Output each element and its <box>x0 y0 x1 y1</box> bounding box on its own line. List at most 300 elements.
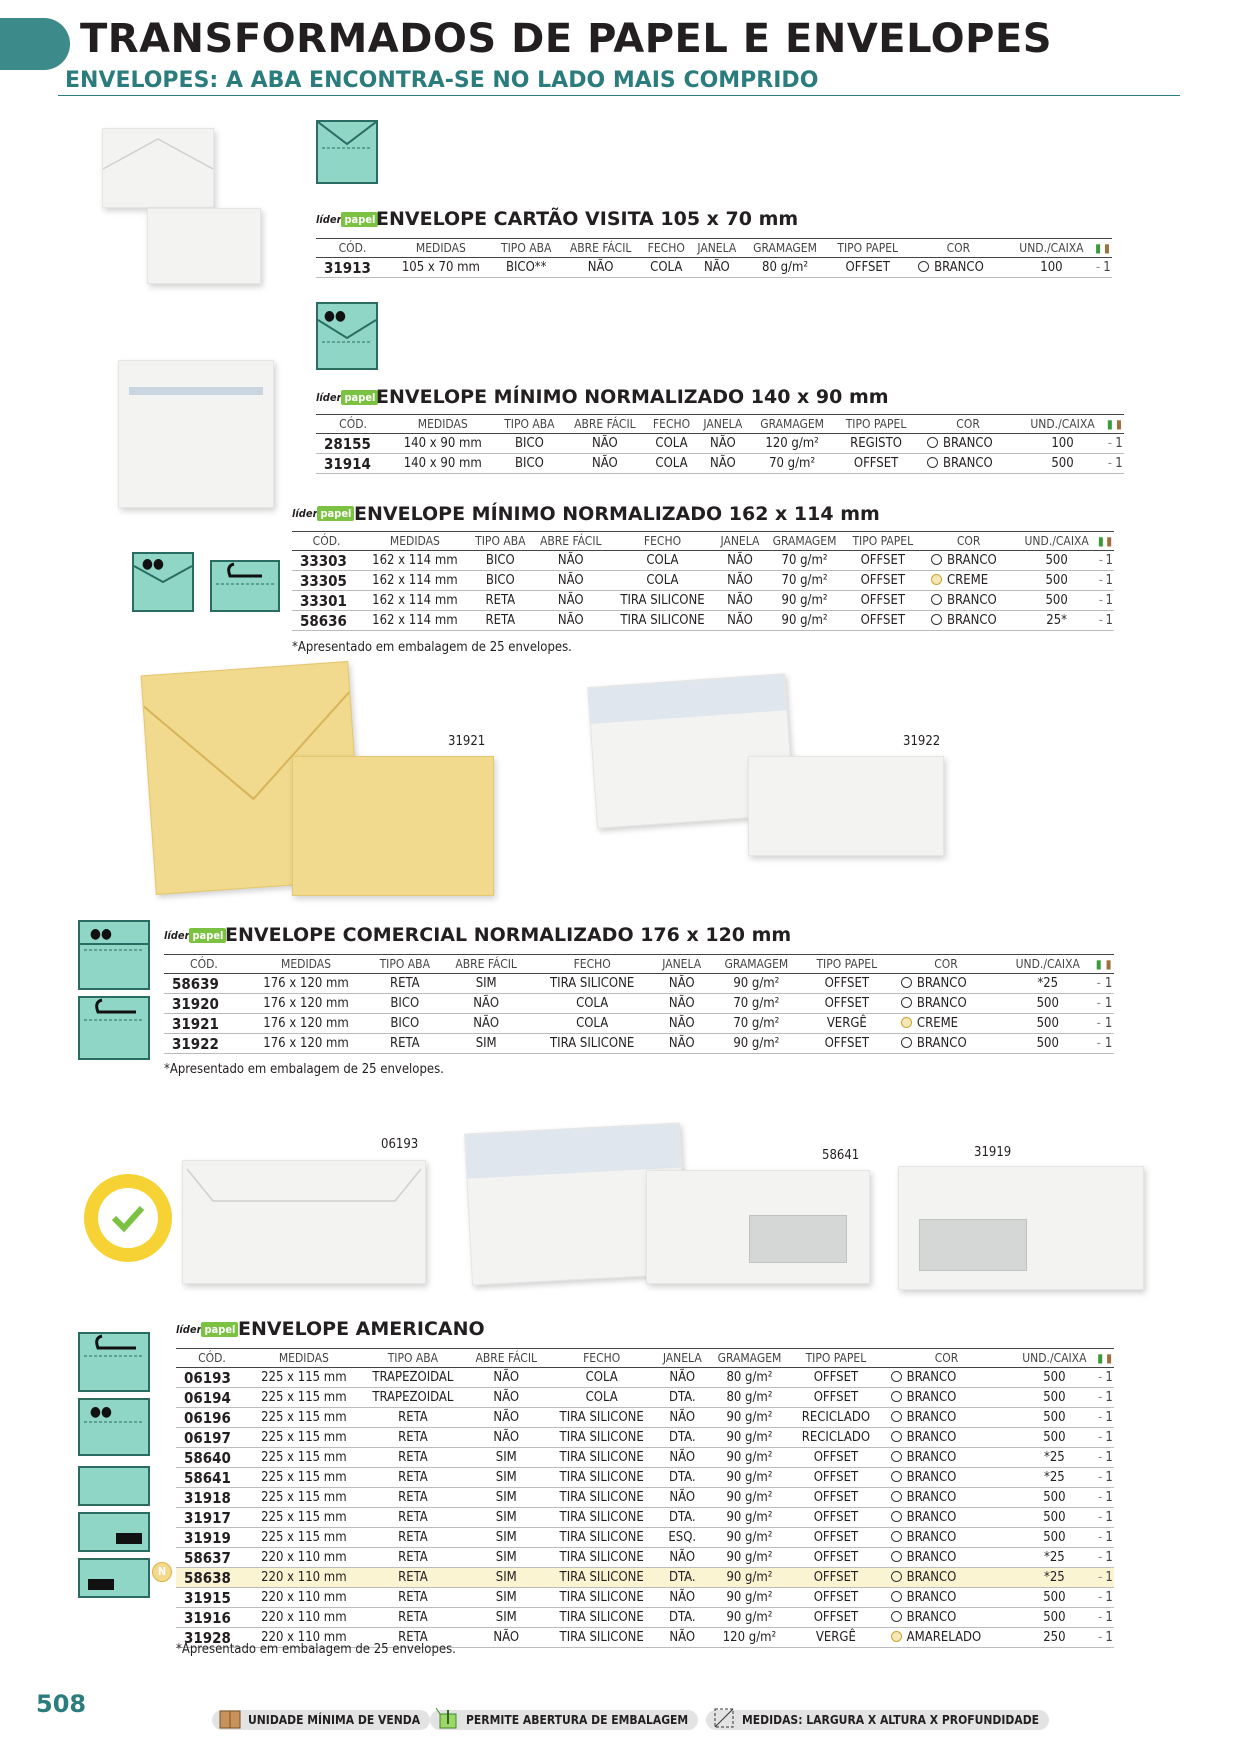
color-swatch-icon <box>891 1411 902 1422</box>
cell-code: 58636 <box>292 611 361 631</box>
cell-measures: 220 x 110 mm <box>248 1588 360 1608</box>
table-row <box>292 611 1114 631</box>
cell-color: BRANCO <box>917 434 1019 454</box>
col-close: FECHO <box>609 532 715 551</box>
cell-qty: 500 <box>1019 454 1106 474</box>
table-row <box>292 571 1114 591</box>
cell-color: BRANCO <box>917 454 1019 474</box>
table-row <box>164 1014 1114 1034</box>
legend-min-sale-unit: UNIDADE MÍNIMA DE VENDA <box>212 1710 430 1730</box>
col-paper: TIPO PAPEL <box>845 532 921 551</box>
cell-flap: RETA <box>360 1568 466 1588</box>
cell-closure: COLA <box>609 571 715 591</box>
cell-code: 31920 <box>164 994 244 1014</box>
cell-color: BRANCO <box>891 974 1001 994</box>
cell-easy-open: NÃO <box>563 454 646 474</box>
table-row <box>176 1388 1114 1408</box>
cell-flap: BICO <box>495 454 563 474</box>
envelope-v-flap-icon <box>316 120 378 184</box>
cell-qty: 500 <box>1012 1368 1096 1388</box>
cell-code: 58640 <box>176 1448 248 1468</box>
col-measures: MEDIDAS <box>389 239 493 258</box>
svg-text:●●: ●● <box>324 308 346 324</box>
cell-paper-type: VERGÊ <box>803 1014 891 1034</box>
col-close: FECHO <box>547 1349 657 1368</box>
cell-paper-type: OFFSET <box>791 1448 880 1468</box>
cell-min-unit: 1 <box>1104 1408 1114 1428</box>
product-photo-label: 58641 <box>822 1148 860 1163</box>
cell-dash: - <box>1094 994 1103 1014</box>
cell-dash: - <box>1106 434 1114 454</box>
cell-dash: - <box>1094 1014 1103 1034</box>
cell-window: NÃO <box>657 1448 708 1468</box>
cell-weight: 70 g/m² <box>764 571 844 591</box>
cell-color: BRANCO <box>908 258 1009 278</box>
col-flap: TIPO ABA <box>469 532 532 551</box>
cell-window: NÃO <box>697 454 750 474</box>
cell-dash: - <box>1096 1408 1104 1428</box>
col-paper: TIPO PAPEL <box>835 415 917 434</box>
col-window: JANELA <box>653 955 710 974</box>
col-easy: ABRE FÁCIL <box>532 532 609 551</box>
col-weight: GRAMAGEM <box>749 415 835 434</box>
cell-easy-open: NÃO <box>532 571 609 591</box>
cell-dash: - <box>1096 1628 1104 1648</box>
cell-qty: *25 <box>1012 1468 1096 1488</box>
cell-code: 33305 <box>292 571 361 591</box>
cell-dash: - <box>1097 571 1104 591</box>
envelope-wet-seal-icon <box>78 920 150 990</box>
table-row <box>292 591 1114 611</box>
cell-closure: COLA <box>531 994 653 1014</box>
envelope-silicone-strip-icon <box>78 996 150 1060</box>
dimensions-icon <box>712 1706 736 1730</box>
cell-color: BRANCO <box>881 1588 1013 1608</box>
page-number: 508 <box>36 1690 87 1718</box>
color-swatch-icon <box>891 1371 902 1382</box>
cell-min-unit: 1 <box>1104 1608 1114 1628</box>
cell-code: 31918 <box>176 1488 248 1508</box>
envelope-photo <box>748 756 944 856</box>
open-pack-icon: ▮ <box>1106 415 1114 434</box>
cell-closure: TIRA SILICONE <box>609 591 715 611</box>
cell-window: NÃO <box>715 611 764 631</box>
envelope-wet-seal-icon <box>78 1398 150 1456</box>
cell-dash: - <box>1097 611 1104 631</box>
header-rule <box>58 95 1180 96</box>
cell-window: DTA. <box>657 1508 708 1528</box>
cell-window: NÃO <box>657 1628 708 1648</box>
cell-code: 06196 <box>176 1408 248 1428</box>
cell-easy-open: SIM <box>466 1468 547 1488</box>
cell-paper-type: OFFSET <box>845 571 921 591</box>
cell-easy-open: NÃO <box>466 1388 547 1408</box>
cell-window: NÃO <box>653 974 710 994</box>
cell-flap: BICO <box>469 551 532 571</box>
cell-color: BRANCO <box>881 1568 1013 1588</box>
col-paper: TIPO PAPEL <box>791 1349 880 1368</box>
col-color: COR <box>917 415 1019 434</box>
cell-code: 31913 <box>316 258 389 278</box>
cell-min-unit: 1 <box>1104 1368 1114 1388</box>
cell-min-unit: 1 <box>1104 1468 1114 1488</box>
section-title: ENVELOPE COMERCIAL NORMALIZADO 176 x 120 mm <box>225 924 792 946</box>
cell-closure: COLA <box>609 551 715 571</box>
cell-measures: 162 x 114 mm <box>361 611 469 631</box>
color-swatch-icon <box>891 1391 902 1402</box>
cell-window: NÃO <box>697 434 750 454</box>
cell-measures: 220 x 110 mm <box>248 1608 360 1628</box>
cell-paper-type: OFFSET <box>803 994 891 1014</box>
footnote: *Apresentado em embalagem de 25 envelopes. <box>176 1642 456 1657</box>
table-row <box>176 1468 1114 1488</box>
cell-color: BRANCO <box>881 1428 1013 1448</box>
cell-flap: RETA <box>360 1428 466 1448</box>
cell-dash: - <box>1094 258 1102 278</box>
table-header <box>316 239 1112 258</box>
cell-code: 33303 <box>292 551 361 571</box>
cell-window: NÃO <box>657 1368 708 1388</box>
brand-logo: líder papel <box>164 928 226 943</box>
cell-window: NÃO <box>653 1034 710 1054</box>
cell-qty: 500 <box>1001 1034 1094 1054</box>
box-icon: ▮ <box>1105 532 1114 551</box>
col-code: CÓD. <box>292 532 361 551</box>
cell-weight: 80 g/m² <box>708 1388 791 1408</box>
col-flap: TIPO ABA <box>360 1349 466 1368</box>
cell-min-unit: 1 <box>1105 591 1114 611</box>
cell-window: NÃO <box>657 1588 708 1608</box>
cell-flap: RETA <box>360 1548 466 1568</box>
cell-qty: 500 <box>1012 1388 1096 1408</box>
cell-easy-open: NÃO <box>441 1014 531 1034</box>
cell-weight: 90 g/m² <box>708 1468 791 1488</box>
col-close: FECHO <box>531 955 653 974</box>
table-row <box>176 1548 1114 1568</box>
color-swatch-icon <box>891 1591 902 1602</box>
footnote: *Apresentado em embalagem de 25 envelopes. <box>292 640 572 655</box>
cell-paper-type: RECICLADO <box>791 1408 880 1428</box>
cell-measures: 225 x 115 mm <box>248 1468 360 1488</box>
box-icon: ▮ <box>1114 415 1124 434</box>
box-icon <box>218 1706 242 1730</box>
cell-color: BRANCO <box>881 1528 1013 1548</box>
col-measures: MEDIDAS <box>390 415 495 434</box>
cell-closure: COLA <box>642 258 691 278</box>
cell-paper-type: OFFSET <box>835 454 917 474</box>
cell-code: 06197 <box>176 1428 248 1448</box>
cell-weight: 90 g/m² <box>764 611 844 631</box>
cell-weight: 90 g/m² <box>710 1034 803 1054</box>
cell-dash: - <box>1096 1548 1104 1568</box>
cell-paper-type: RECICLADO <box>791 1428 880 1448</box>
cell-dash: - <box>1096 1488 1104 1508</box>
cell-min-unit: 1 <box>1105 611 1114 631</box>
cell-color: BRANCO <box>881 1548 1013 1568</box>
cell-flap: TRAPEZOIDAL <box>360 1388 466 1408</box>
product-photo-label: 06193 <box>381 1137 419 1152</box>
cell-window: NÃO <box>657 1408 708 1428</box>
cell-qty: *25 <box>1001 974 1094 994</box>
cell-flap: RETA <box>368 1034 441 1054</box>
cell-measures: 225 x 115 mm <box>248 1428 360 1448</box>
cell-measures: 176 x 120 mm <box>244 974 368 994</box>
cell-min-unit: 1 <box>1105 551 1114 571</box>
cell-min-unit: 1 <box>1103 994 1114 1014</box>
cell-dash: - <box>1097 551 1104 571</box>
cell-closure: TIRA SILICONE <box>547 1508 657 1528</box>
cell-weight: 90 g/m² <box>708 1528 791 1548</box>
cell-easy-open: NÃO <box>466 1428 547 1448</box>
cell-measures: 225 x 115 mm <box>248 1448 360 1468</box>
cell-min-unit: 1 <box>1102 258 1112 278</box>
col-window: JANELA <box>691 239 743 258</box>
cell-dash: - <box>1094 1034 1103 1054</box>
cell-color: BRANCO <box>881 1448 1013 1468</box>
cell-qty: 500 <box>1016 591 1097 611</box>
table-header <box>176 1349 1114 1368</box>
cell-min-unit: 1 <box>1103 1014 1114 1034</box>
envelope-left-window-icon <box>78 1558 150 1598</box>
cell-weight: 90 g/m² <box>708 1608 791 1628</box>
cell-flap: BICO <box>495 434 563 454</box>
cell-weight: 90 g/m² <box>708 1588 791 1608</box>
col-weight: GRAMAGEM <box>708 1349 791 1368</box>
cell-min-unit: 1 <box>1104 1528 1114 1548</box>
cell-easy-open: SIM <box>441 974 531 994</box>
col-window: JANELA <box>697 415 750 434</box>
cell-paper-type: VERGÊ <box>791 1628 880 1648</box>
cell-flap: RETA <box>360 1408 466 1428</box>
cell-qty: 25* <box>1016 611 1097 631</box>
cell-min-unit: 1 <box>1104 1448 1114 1468</box>
envelope-flap-icon <box>103 129 213 207</box>
legend-open-pack: PERMITE ABERTURA DE EMBALAGEM <box>430 1710 698 1730</box>
table-row <box>176 1508 1114 1528</box>
cell-closure: COLA <box>646 434 696 454</box>
color-swatch-icon <box>891 1451 902 1462</box>
envelope-wet-seal-icon <box>316 302 378 370</box>
box-icon: ▮ <box>1102 239 1112 258</box>
table-row <box>176 1428 1114 1448</box>
cell-paper-type: OFFSET <box>845 611 921 631</box>
col-qty: UND./CAIXA <box>1001 955 1094 974</box>
cell-qty: 500 <box>1012 1408 1096 1428</box>
box-icon: ▮ <box>1103 955 1114 974</box>
color-swatch-icon <box>891 1471 902 1482</box>
cell-measures: 225 x 115 mm <box>248 1368 360 1388</box>
cell-easy-open: NÃO <box>466 1628 547 1648</box>
cell-color: BRANCO <box>891 1034 1001 1054</box>
col-easy: ABRE FÁCIL <box>466 1349 547 1368</box>
color-swatch-icon <box>931 614 942 625</box>
open-pack-icon: ▮ <box>1097 532 1104 551</box>
cell-easy-open: SIM <box>466 1508 547 1528</box>
cell-color: BRANCO <box>881 1508 1013 1528</box>
cell-easy-open: NÃO <box>563 434 646 454</box>
cell-qty: 500 <box>1012 1608 1096 1628</box>
cell-weight: 80 g/m² <box>743 258 828 278</box>
brand-logo: líder papel <box>176 1322 238 1337</box>
cell-color: BRANCO <box>881 1468 1013 1488</box>
table-row <box>176 1528 1114 1548</box>
color-swatch-icon <box>891 1531 902 1542</box>
table-row <box>164 994 1114 1014</box>
cell-measures: 162 x 114 mm <box>361 571 469 591</box>
cell-measures: 225 x 115 mm <box>248 1488 360 1508</box>
cell-dash: - <box>1096 1508 1104 1528</box>
product-table <box>176 1348 1114 1648</box>
col-close: FECHO <box>646 415 696 434</box>
cell-min-unit: 1 <box>1104 1628 1114 1648</box>
cell-qty: *25 <box>1012 1568 1096 1588</box>
col-window: JANELA <box>657 1349 708 1368</box>
cell-dash: - <box>1096 1428 1104 1448</box>
col-qty: UND./CAIXA <box>1016 532 1097 551</box>
color-swatch-icon <box>901 1037 912 1048</box>
product-photo-label: 31919 <box>974 1145 1012 1160</box>
page-subtitle: ENVELOPES: A ABA ENCONTRA-SE NO LADO MAIS COMPRIDO <box>65 68 819 93</box>
cell-color: BRANCO <box>881 1488 1013 1508</box>
cell-paper-type: REGISTO <box>835 434 917 454</box>
cell-window: NÃO <box>691 258 743 278</box>
cell-min-unit: 1 <box>1103 1034 1114 1054</box>
cell-qty: 500 <box>1001 1014 1094 1034</box>
cell-closure: TIRA SILICONE <box>531 1034 653 1054</box>
cell-paper-type: OFFSET <box>791 1608 880 1628</box>
envelope-wet-seal-icon <box>132 552 194 612</box>
cell-color: BRANCO <box>881 1408 1013 1428</box>
table-row <box>316 434 1124 454</box>
cell-dash: - <box>1096 1568 1104 1588</box>
cell-weight: 90 g/m² <box>708 1488 791 1508</box>
cell-code: 31921 <box>164 1014 244 1034</box>
envelope-photo <box>118 360 274 508</box>
cell-color: BRANCO <box>881 1608 1013 1628</box>
cell-color: AMARELADO <box>881 1628 1013 1648</box>
table-row <box>176 1588 1114 1608</box>
cell-flap: BICO <box>368 994 441 1014</box>
cell-color: BRANCO <box>921 611 1016 631</box>
color-swatch-icon <box>901 997 912 1008</box>
cell-dash: - <box>1094 974 1103 994</box>
envelope-no-window-icon <box>78 1466 150 1506</box>
color-swatch-icon <box>931 554 942 565</box>
col-easy: ABRE FÁCIL <box>441 955 531 974</box>
window-pane <box>749 1215 847 1263</box>
cell-code: 31914 <box>316 454 390 474</box>
brand-logo: líder papel <box>316 212 378 227</box>
cell-flap: RETA <box>360 1488 466 1508</box>
cell-easy-open: SIM <box>466 1548 547 1568</box>
cell-min-unit: 1 <box>1104 1548 1114 1568</box>
table-row <box>316 454 1124 474</box>
envelope-photo <box>646 1170 870 1284</box>
footnote: *Apresentado em embalagem de 25 envelopes. <box>164 1062 444 1077</box>
col-weight: GRAMAGEM <box>764 532 844 551</box>
col-code: CÓD. <box>164 955 244 974</box>
product-table <box>316 414 1124 474</box>
cell-paper-type: OFFSET <box>791 1508 880 1528</box>
cell-weight: 70 g/m² <box>710 1014 803 1034</box>
section-title: ENVELOPE MÍNIMO NORMALIZADO 162 x 114 mm <box>354 503 880 525</box>
color-swatch-icon <box>901 1017 912 1028</box>
cell-window: NÃO <box>653 1014 710 1034</box>
col-easy: ABRE FÁCIL <box>563 415 646 434</box>
col-weight: GRAMAGEM <box>743 239 828 258</box>
cell-window: NÃO <box>715 551 764 571</box>
cell-closure: COLA <box>547 1368 657 1388</box>
cell-closure: TIRA SILICONE <box>547 1628 657 1648</box>
cell-min-unit: 1 <box>1103 974 1114 994</box>
color-swatch-icon <box>927 457 938 468</box>
cell-easy-open: NÃO <box>441 994 531 1014</box>
cell-paper-type: OFFSET <box>803 1034 891 1054</box>
cell-code: 06193 <box>176 1368 248 1388</box>
cell-flap: RETA <box>360 1508 466 1528</box>
col-flap: TIPO ABA <box>495 415 563 434</box>
cell-paper-type: OFFSET <box>791 1388 880 1408</box>
color-swatch-icon <box>891 1551 902 1562</box>
color-swatch-icon <box>918 261 929 272</box>
cell-dash: - <box>1096 1368 1104 1388</box>
cell-qty: 500 <box>1001 994 1094 1014</box>
window-pane <box>919 1219 1027 1271</box>
cell-weight: 70 g/m² <box>749 454 835 474</box>
cell-qty: *25 <box>1012 1548 1096 1568</box>
cell-easy-open: SIM <box>466 1568 547 1588</box>
cell-easy-open: NÃO <box>532 611 609 631</box>
cell-flap: BICO** <box>493 258 560 278</box>
cell-dash: - <box>1096 1448 1104 1468</box>
cell-paper-type: OFFSET <box>827 258 908 278</box>
cell-min-unit: 1 <box>1104 1428 1114 1448</box>
envelope-photo-yellow <box>292 756 494 896</box>
brand-logo: líder papel <box>316 390 378 405</box>
table-row <box>164 974 1114 994</box>
svg-text:●●: ●● <box>142 556 164 572</box>
col-code: CÓD. <box>316 239 389 258</box>
cell-weight: 120 g/m² <box>708 1628 791 1648</box>
table-row <box>176 1368 1114 1388</box>
brand-logo: líder papel <box>292 506 354 521</box>
color-swatch-icon <box>927 437 938 448</box>
cell-closure: TIRA SILICONE <box>609 611 715 631</box>
table-header <box>292 532 1114 551</box>
cell-window: NÃO <box>657 1488 708 1508</box>
cell-qty: 500 <box>1016 551 1097 571</box>
cell-paper-type: OFFSET <box>791 1548 880 1568</box>
cell-qty: 500 <box>1012 1508 1096 1528</box>
cell-paper-type: OFFSET <box>791 1368 880 1388</box>
cell-window: NÃO <box>715 591 764 611</box>
color-swatch-icon <box>891 1631 902 1642</box>
col-color: COR <box>921 532 1016 551</box>
color-swatch-icon <box>931 574 942 585</box>
cell-paper-type: OFFSET <box>791 1468 880 1488</box>
col-easy: ABRE FÁCIL <box>560 239 642 258</box>
cell-min-unit: 1 <box>1104 1588 1114 1608</box>
open-pack-icon: ▮ <box>1094 239 1102 258</box>
cell-weight: 70 g/m² <box>764 551 844 571</box>
cell-flap: RETA <box>360 1588 466 1608</box>
col-code: CÓD. <box>176 1349 248 1368</box>
cell-dash: - <box>1096 1468 1104 1488</box>
quality-price-seal-icon <box>82 1172 174 1264</box>
cell-color: BRANCO <box>921 591 1016 611</box>
cell-closure: TIRA SILICONE <box>531 974 653 994</box>
cell-dash: - <box>1096 1528 1104 1548</box>
